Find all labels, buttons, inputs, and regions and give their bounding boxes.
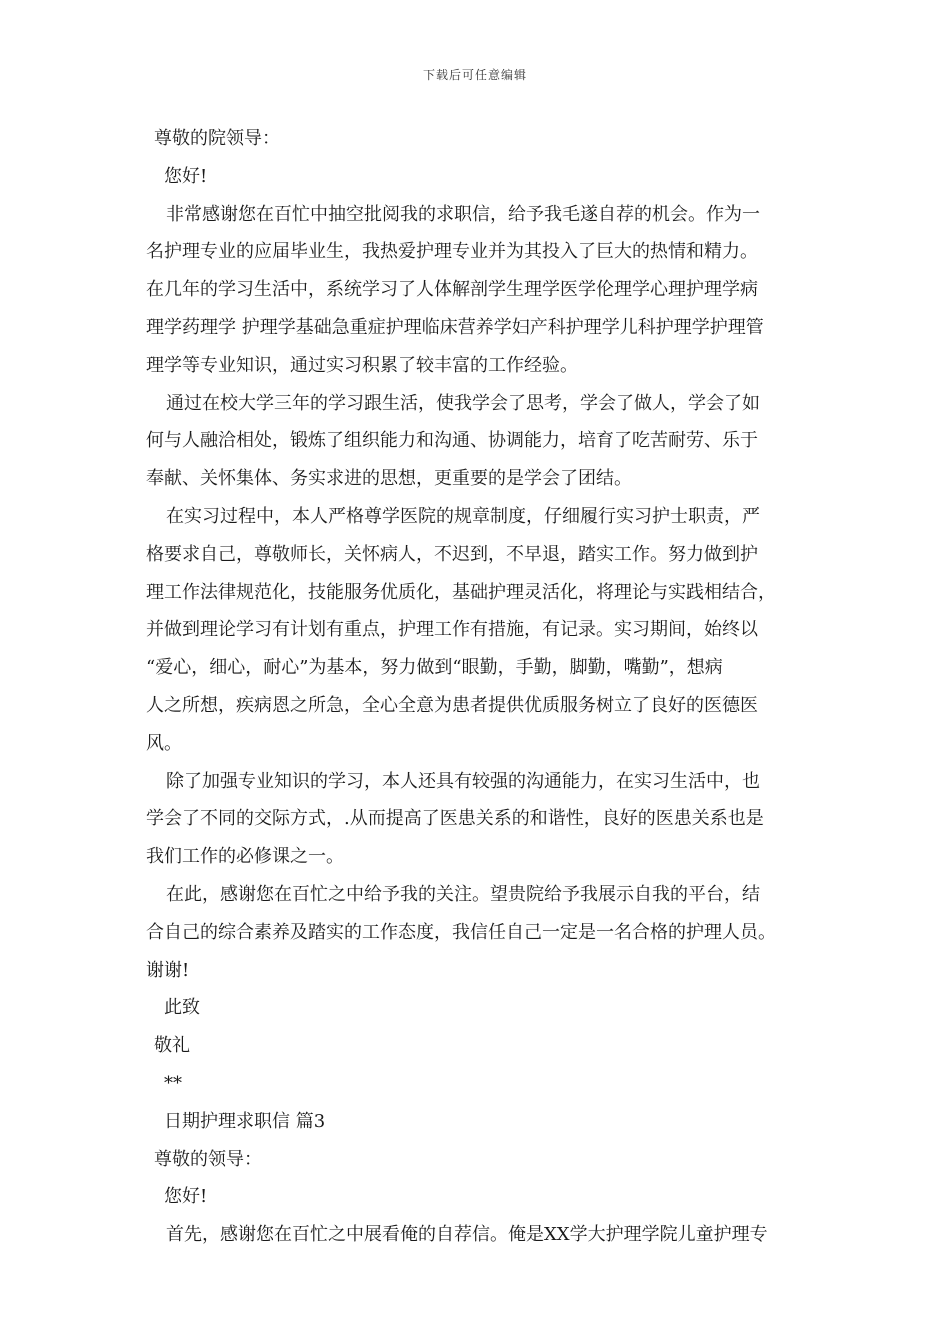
letter-body [146,120,811,1254]
paragraph-line: 风。 [146,732,182,754]
paragraph-line: 我们工作的必修课之一。 [146,846,344,868]
salutation: 尊敬的院领导： [154,128,280,149]
closing-line: 敬礼 [154,1035,190,1057]
paragraph-line: 非常感谢您在百忙中抽空批阅我的求职信，给予我毛遂自荐的机会。作为一 [166,203,760,225]
paragraph-line: 人之所想，疾病恩之所急，全心全意为患者提供优质服务树立了良好的医德医 [146,694,758,716]
page-header: 下载后可任意编辑 [422,68,527,82]
paragraph-line: “爱心，细心，耐心”为基本，努力做到“眼勤，手勤，脚勤，嘴勤”，想病 [146,657,723,679]
paragraph-line: 理工作法律规范化，技能服务优质化，基础护理灵活化，将理论与实践相结合， [146,581,776,603]
paragraph-line: 何与人融洽相处，锻炼了组织能力和沟通、协调能力，培育了吃苦耐劳、乐于 [146,430,758,452]
greeting: 您好! [164,1186,208,1208]
paragraph-line: 理学等专业知识，通过实习积累了较丰富的工作经验。 [146,354,578,376]
paragraph-line: 谢谢! [146,959,190,981]
paragraph-line: 学会了不同的交际方式，.从而提高了医患关系的和谐性，良好的医患关系也是 [146,808,764,830]
paragraph-line: 通过在校大学三年的学习跟生活，使我学会了思考，学会了做人，学会了如 [166,392,760,414]
signature-line: ** [164,1072,182,1094]
paragraph-line: 并做到理论学习有计划有重点，护理工作有措施，有记录。实习期间，始终以 [146,619,758,641]
section-title: 日期护理求职信 篇3 [164,1110,326,1132]
salutation: 尊敬的领导： [154,1148,262,1170]
paragraph-line: 格要求自己，尊敬师长，关怀病人，不迟到，不早退，踏实工作。努力做到护 [146,543,758,565]
paragraph-line: 名护理专业的应届毕业生，我热爱护理专业并为其投入了巨大的热情和精力。 [146,241,758,263]
paragraph-line: 奉献、关怀集体、务实求进的思想，更重要的是学会了团结。 [146,468,632,490]
paragraph-line: 理学药理学 护理学基础急重症护理临床营养学妇产科护理学儿科护理学护理管 [146,316,764,338]
paragraph-line: 在几年的学习生活中，系统学习了人体解剖学生理学医学伦理学心理护理学病 [146,279,758,301]
paragraph-line: 在此，感谢您在百忙之中给予我的关注。望贵院给予我展示自我的平台，结 [166,883,760,905]
greeting: 您好! [164,165,208,187]
paragraph-line: 首先，感谢您在百忙之中展看俺的自荐信。俺是XX学大护理学院儿童护理专 [166,1224,768,1246]
paragraph-line: 除了加强专业知识的学习，本人还具有较强的沟通能力，在实习生活中，也 [166,770,760,792]
paragraph-line: 合自己的综合素养及踏实的工作态度，我信任自己一定是一名合格的护理人员。 [146,921,776,943]
paragraph-line: 在实习过程中，本人严格尊学医院的规章制度，仔细履行实习护士职责，严 [166,505,760,527]
closing-line: 此致 [164,997,200,1019]
